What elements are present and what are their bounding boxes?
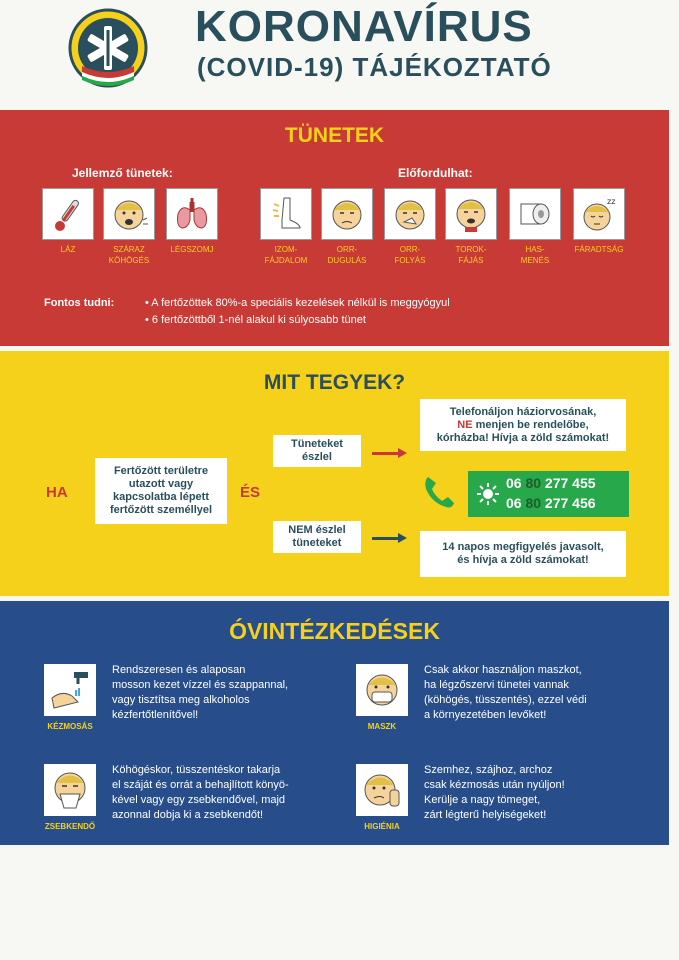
handwashing-icon (48, 668, 92, 712)
symptom-dry-cough (103, 188, 155, 266)
phone-area-code: 80 (525, 495, 542, 511)
and-label: ÉS (240, 484, 261, 501)
precaution-text: Szemhez, szájhoz, archoz csak kézmosás után nyúljon! Kerülje a nagy tömeget, zárt légterű helyiségeket! (424, 764, 565, 821)
symptom-runny-nose (384, 188, 436, 266)
arrow-right-icon (372, 452, 400, 455)
phone-icon (420, 473, 458, 511)
precautions-title: ÓVINTÉZKEDÉSEK (229, 618, 440, 644)
phone-suffix: 277 455 (541, 475, 596, 491)
page-title: KORONAVÍRUS (195, 2, 533, 51)
symptom-fever (42, 188, 94, 255)
symptom-fatigue (573, 188, 625, 255)
precaution-caption: KÉZMOSÁS (47, 722, 93, 731)
precaution-tissue (44, 764, 96, 816)
precaution-text: Rendszeresen és alaposan mosson kezet vízzel és szappannal, vagy tisztítsa meg alkoholos kézfertőtlenítővel! (112, 664, 289, 721)
fact-item: • 6 fertőzöttből 1-nél alakul ki súlyosabb tünet (145, 314, 366, 326)
coughing-face-icon (109, 194, 149, 234)
advice-line: kórházba! Hívja a zöld számokat! (436, 431, 610, 444)
symptom-stuffy-nose (321, 188, 373, 266)
no-touch-face-icon (360, 768, 404, 812)
precaution-caption: MASZK (367, 722, 397, 731)
symptom-label: ORR- FOLYÁS (394, 245, 426, 265)
advice-no-symptoms-box: 14 napos megfigyelés javasolt, és hívja a zöld számokat! (420, 531, 626, 577)
has-symptoms-box: Tüneteket észlel (273, 435, 361, 467)
thermometer-icon (48, 194, 88, 234)
condition-box: Fertőzött területre utazott vagy kapcsolatba lépett fertőzött személlyel (95, 458, 227, 524)
what-to-do-title: MIT TEGYEK? (263, 371, 406, 394)
arrow-right-icon (372, 537, 400, 540)
typical-symptoms-label: Jellemző tünetek: (72, 166, 173, 180)
symptom-label: ORR- DUGULÁS (327, 245, 367, 265)
if-label: HA (46, 484, 68, 501)
symptom-label: LÁZ (60, 245, 76, 254)
symptom-sore-throat (445, 188, 497, 266)
precaution-caption: ZSEBKENDŐ (44, 822, 96, 831)
advice-line (457, 419, 588, 432)
precaution-text: Csak akkor használjon maszkot, ha légzőszervi tünetei vannak (köhögés, tüsszentés), ezzel védi a környezetében levőket! (424, 664, 587, 721)
symptoms-title: TÜNETEK (284, 124, 385, 147)
phone-number-2 (506, 495, 596, 511)
advice-symptoms-box (420, 399, 626, 451)
symptom-label: HAS- MENÉS (520, 245, 550, 265)
precaution-caption: HIGIÉNIA (364, 822, 400, 831)
possible-symptoms-label: Előfordulhat: (398, 166, 473, 180)
tired-face-icon (579, 194, 619, 234)
phone-suffix: 277 456 (541, 495, 596, 511)
ambulance-service-logo (68, 8, 148, 88)
advice-not-word: NE (457, 418, 473, 431)
fact-item: • A fertőzöttek 80%-a speciális kezelések nélkül is meggyógyul (145, 297, 450, 309)
symptom-label: FÁRADTSÁG (574, 245, 624, 254)
stuffy-nose-face-icon (327, 194, 367, 234)
important-label: Fontos tudni: (44, 297, 115, 309)
mask-face-icon (360, 668, 404, 712)
lungs-icon (172, 194, 212, 234)
symptom-label: IZOM- FÁJDALOM (264, 245, 308, 265)
sun-icon (476, 482, 500, 506)
precaution-text: Köhögéskor, tüsszentéskor takarja el száját és orrát a behajlított könyö- kével vagy egy zsebkendővel, majd azonnal dobja ki a zsebkendőt! (112, 764, 289, 821)
svg-text:zz: zz (607, 197, 616, 206)
runny-nose-face-icon (390, 194, 430, 234)
phone-number-1 (506, 475, 596, 491)
leg-icon (266, 194, 306, 234)
precaution-handwashing (44, 664, 96, 716)
green-numbers-box (468, 471, 629, 517)
what-to-do-section (0, 351, 669, 596)
advice-line-rest: menjen be rendelőbe, (472, 418, 589, 431)
no-symptoms-box: NEM észlel tüneteket (273, 521, 361, 553)
precaution-hygiene (356, 764, 408, 816)
symptom-shortness-of-breath (166, 188, 218, 255)
symptom-label: TOROK- FÁJÁS (455, 245, 487, 265)
toilet-paper-icon (515, 194, 555, 234)
symptoms-section (0, 110, 669, 346)
advice-line: Telefonáljon háziorvosának, (449, 405, 597, 418)
page-subtitle: (COVID-19) TÁJÉKOZTATÓ (197, 52, 552, 82)
phone-prefix: 06 (506, 475, 526, 491)
symptom-label: SZÁRAZ KÖHÖGÉS (108, 245, 150, 265)
phone-area-code: 80 (525, 475, 542, 491)
precaution-mask (356, 664, 408, 716)
precautions-section (0, 601, 669, 845)
symptom-label: LÉGSZOMJ (170, 245, 214, 254)
symptom-muscle-pain (260, 188, 312, 266)
tissue-face-icon (48, 768, 92, 812)
sore-throat-face-icon (451, 194, 491, 234)
symptom-diarrhea (509, 188, 561, 266)
phone-prefix: 06 (506, 495, 526, 511)
